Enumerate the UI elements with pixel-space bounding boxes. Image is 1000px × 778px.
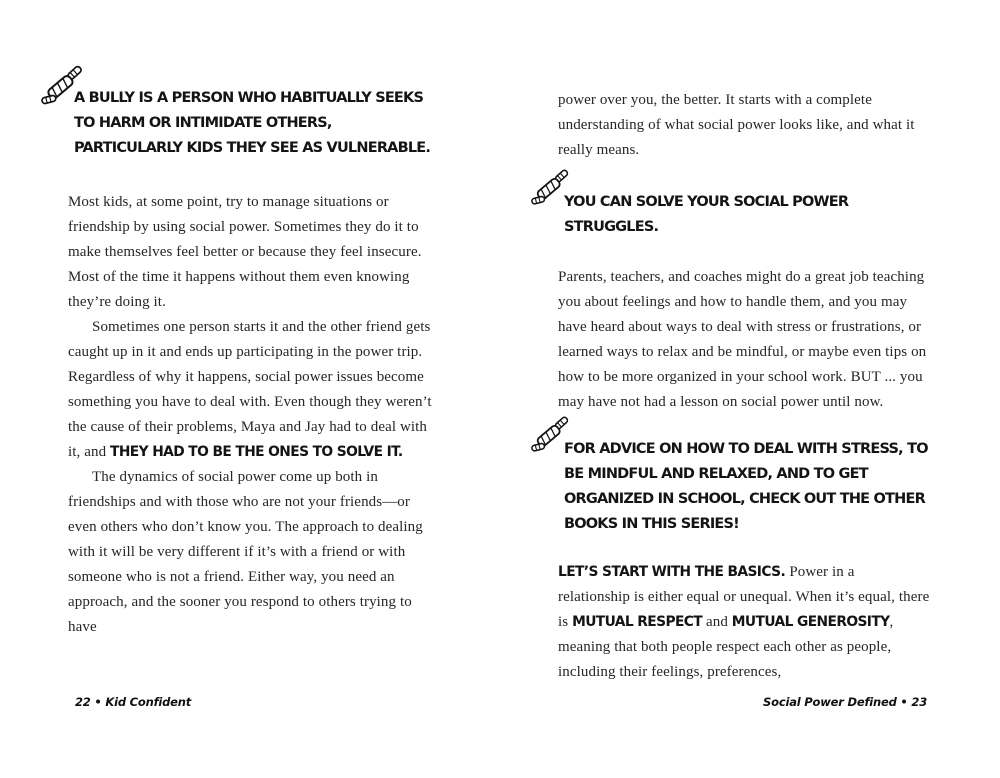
right-page-footer: Social Power Defined • 23 [763, 695, 927, 709]
callout-solve-struggles [558, 190, 930, 240]
paragraph-power-over-you: power over you, the better. It starts with a complete understanding of what social power looks like, and what it really means. [558, 92, 915, 158]
paragraph-dynamics: The dynamics of social power come up both in friendships and with those who are not your friends—or even others who don’t know you. The approach to dealing with it will be very different if it’s with a friend or with someone who is not a friend. Either way, you need an approach, and the sooner you respond to others trying to have [68, 469, 423, 635]
paragraph-social-power-intro: Most kids, at some point, try to manage situations or friendship by using social power. Sometimes they do it to make themselves feel better or because they feel insecure. Most of the time it happens without them even knowing they’re doing it. [68, 194, 422, 310]
right-page [558, 88, 930, 685]
callout-other-books-text: FOR ADVICE ON HOW TO DEAL WITH STRESS, TO BE MINDFUL AND RELAXED, AND TO GET ORGANIZED IN SCHOOL, CHECK OUT THE OTHER BOOKS IN THIS SERIES! [564, 441, 928, 532]
chalk-sticks-doodle-icon [530, 167, 576, 211]
paragraph-power-trip: Sometimes one person starts it and the other friend gets caught up in it and ends up participating in the power trip. Regardless of why it happens, social power issues become something you have to deal with. Even though they weren’t the cause of their problems, Maya and Jay had to deal with it, and THEY HAD TO BE THE ONES TO SOLVE IT. [68, 319, 432, 460]
callout-solve-struggles-text: YOU CAN SOLVE YOUR SOCIAL POWER STRUGGLES. [564, 194, 849, 235]
chalk-sticks-doodle-icon [530, 414, 576, 458]
chalk-sticks-doodle-icon [40, 63, 86, 107]
paragraph-basics: LET’S START WITH THE BASICS. Power in a relationship is either equal or unequal. When it’s equal, there is MUTUAL RESPECT and MUTUAL GENEROSITY, meaning that both people respect each other as people, including their feelings, preferences, [558, 564, 930, 680]
callout-bully-definition [68, 86, 442, 161]
left-page [68, 86, 442, 640]
callout-bully-definition-text: A BULLY IS A PERSON WHO HABITUALLY SEEKS TO HARM OR INTIMIDATE OTHERS, PARTICULARLY KIDS THEY SEE AS VULNERABLE. [74, 90, 431, 156]
paragraph-parents-teachers: Parents, teachers, and coaches might do a great job teaching you about feelings and how to handle them, and you may have heard about ways to deal with stress or frustrations, or learned ways to relax and be mindful, or maybe even tips on how to be more organized in your school work. BUT ... you may have not had a lesson on social power until now. [558, 269, 927, 410]
callout-other-books [558, 437, 930, 537]
left-page-footer: 22 • Kid Confident [75, 695, 192, 709]
